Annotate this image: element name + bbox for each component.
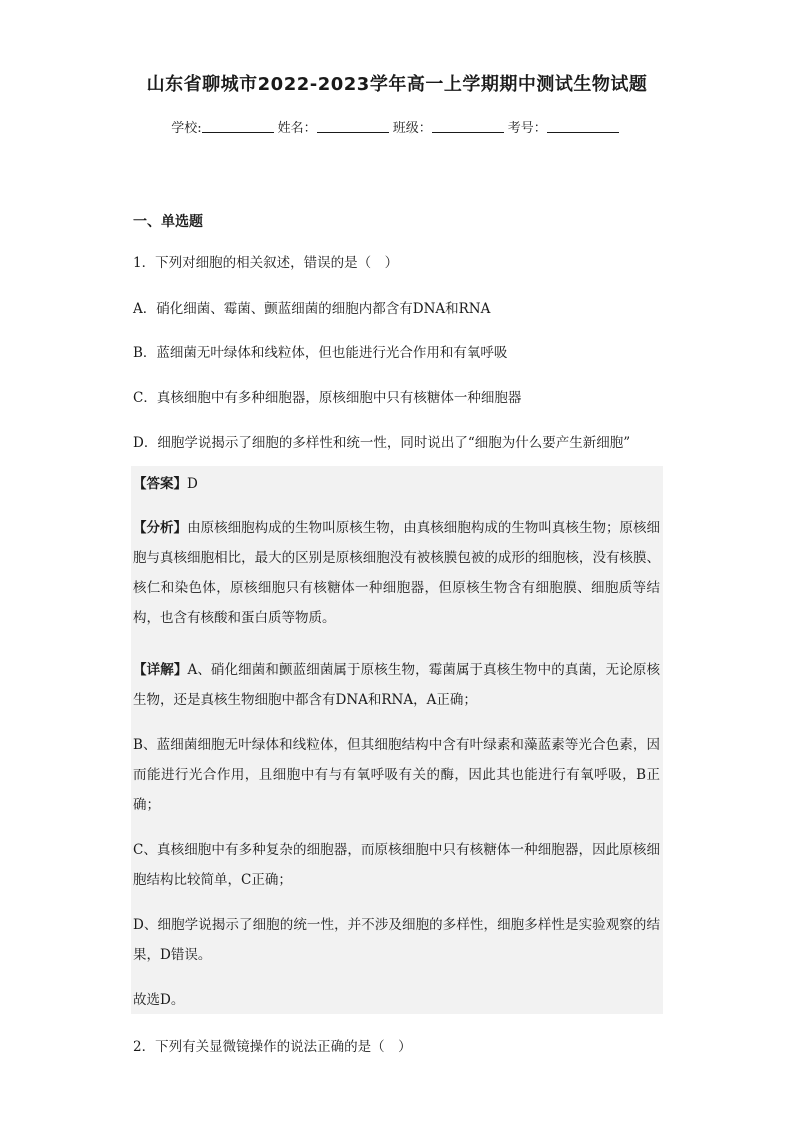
exam-number-blank[interactable] (547, 120, 619, 133)
name-blank[interactable] (317, 120, 389, 133)
question-2-stem: 2．下列有关显微镜操作的说法正确的是（ ） (133, 1039, 412, 1055)
school-blank[interactable] (202, 120, 274, 133)
answer-line (133, 469, 660, 499)
detail-paragraph-a (133, 655, 660, 715)
detail-a-text: A、硝化细菌和颤蓝细菌属于原核生物，霉菌属于真核生物中的真菌，无论原核生物，还是真核生物细胞中都含有DNA和RNA，A正确； (133, 662, 661, 708)
page-title: 山东省聊城市2022-2023学年高一上学期期中测试生物试题 (146, 74, 648, 95)
school-label: 学校: (171, 121, 202, 136)
answer-label: 【答案】 (133, 476, 187, 492)
detail-paragraph-c: C、真核细胞中有多种复杂的细胞器，而原核细胞中只有核糖体一种细胞器，因此原核细胞结构比较简单，C正确； (133, 842, 660, 888)
detail-label: 【详解】 (133, 662, 188, 678)
question-1-option-b: B．蓝细菌无叶绿体和线粒体，但也能进行光合作用和有氧呼吸 (133, 345, 508, 361)
answer-value: D (187, 476, 198, 492)
analysis-label: 【分析】 (133, 520, 188, 536)
section-heading: 一、单选题 (133, 214, 203, 230)
name-label: 姓名： (277, 121, 317, 136)
class-label: 班级： (392, 121, 432, 136)
exam-number-label: 考号： (507, 121, 547, 136)
question-1-option-d: D．细胞学说揭示了细胞的多样性和统一性，同时说出了“细胞为什么要产生新细胞” (133, 435, 631, 451)
analysis-text: 由原核细胞构成的生物叫原核生物，由真核细胞构成的生物叫真核生物；原核细胞与真核细胞相比，最大的区别是原核细胞没有被核膜包被的成形的细胞核，没有核膜、核仁和染色体，原核细胞只有核糖体一种细胞器，但原核生物含有细胞膜、细胞质等结构，也含有核酸和蛋白质等物质。 (133, 520, 661, 626)
question-1-stem: 1．下列对细胞的相关叙述，错误的是（ ） (133, 255, 399, 271)
question-1-option-a: A．硝化细菌、霉菌、颤蓝细菌的细胞内都含有DNA和RNA (133, 301, 491, 317)
student-info-line (0, 117, 794, 136)
selection-line: 故选D。 (133, 992, 185, 1008)
detail-paragraph-b: B、蓝细菌细胞无叶绿体和线粒体，但其细胞结构中含有叶绿素和藻蓝素等光合色素，因而能进行光合作用，且细胞中有与有氧呼吸有关的酶，因此其也能进行有氧呼吸，B正确； (133, 737, 660, 813)
detail-paragraph-d: D、细胞学说揭示了细胞的统一性，并不涉及细胞的多样性，细胞多样性是实验观察的结果，D错误。 (133, 917, 660, 963)
analysis-paragraph (133, 513, 660, 633)
class-blank[interactable] (432, 120, 504, 133)
question-1-option-c: C．真核细胞中有多种细胞器，原核细胞中只有核糖体一种细胞器 (133, 390, 522, 406)
